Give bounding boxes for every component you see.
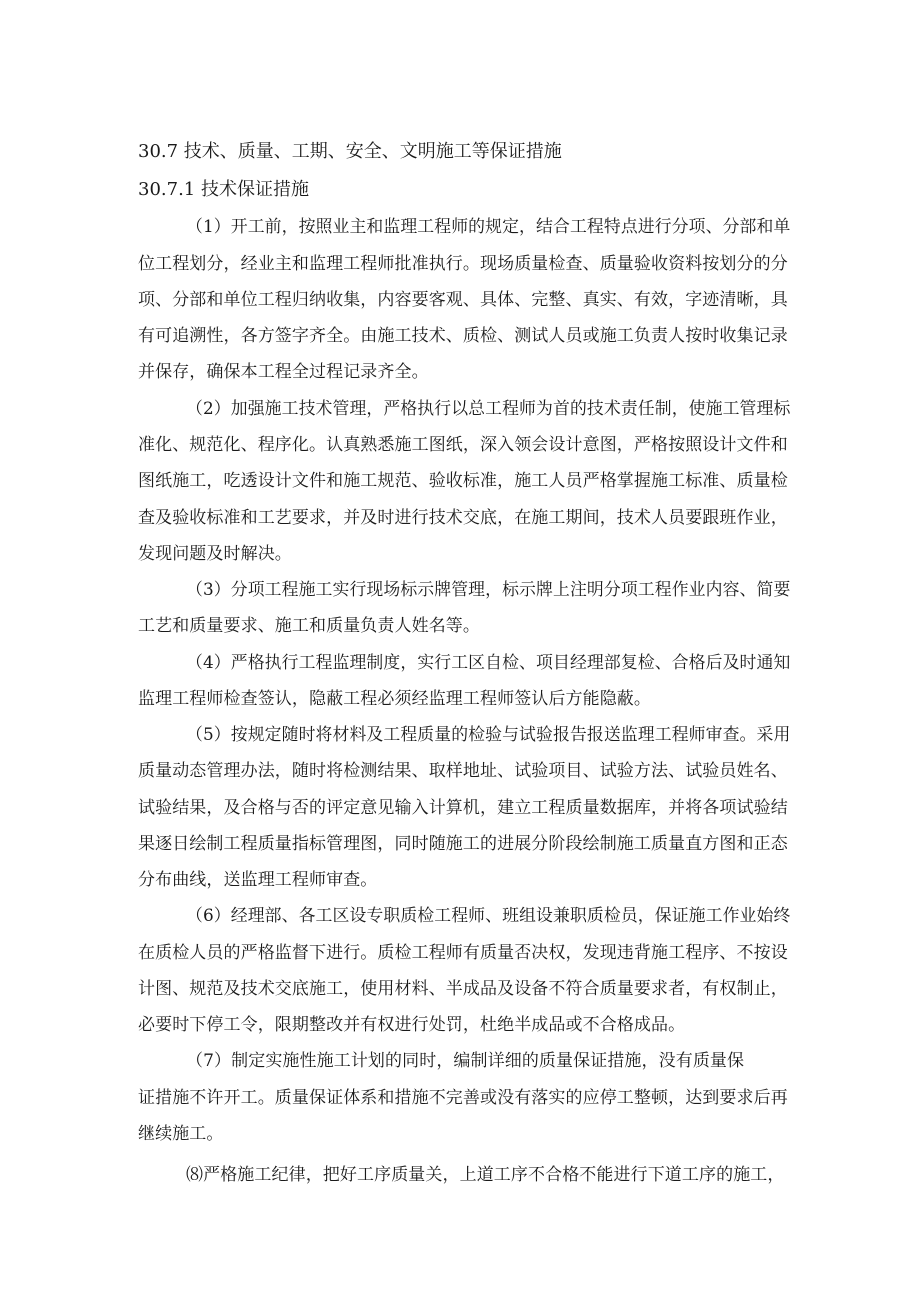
paragraph-line: 计图、规范及技术交底施工，使用材料、半成品及设备不符合质量要求者，有权制止， [138,979,788,999]
paragraph-line: 监理工程师检查签认，隐蔽工程必须经监理工程师签认后方能隐蔽。 [138,689,651,709]
subsection-heading: 30.7.1 技术保证措施 [138,179,309,200]
paragraph-line: （7）制定实施性施工计划的同时，编制详细的质量保证措施，没有质量保 [186,1051,745,1071]
paragraph-line: （4）严格执行工程监理制度，实行工区自检、项目经理部复检、合格后及时通知 [186,653,791,673]
paragraph-line: 质量动态管理办法，随时将检测结果、取样地址、试验项目、试验方法、试验员姓名、 [138,761,788,781]
paragraph-line: 果逐日绘制工程质量指标管理图，同时随施工的进展分阶段绘制施工质量直方图和正态 [138,834,788,854]
paragraph-line: 有可追溯性，各方签字齐全。由施工技术、质检、测试人员或施工负责人按时收集记录 [138,326,788,346]
section-heading: 30.7 技术、质量、工期、安全、文明施工等保证措施 [138,141,562,162]
paragraph-line: （1）开工前，按照业主和监理工程师的规定，结合工程特点进行分项、分部和单 [186,217,791,237]
paragraph-line: （3）分项工程施工实行现场标示牌管理，标示牌上注明分项工程作业内容、简要 [186,580,791,600]
paragraph-line: 必要时下停工令，限期整改并有权进行处罚，杜绝半成品或不合格成品。 [138,1015,686,1035]
paragraph-line: 分布曲线，送监理工程师审查。 [138,870,378,890]
paragraph-line: ⑻严格施工纪律，把好工序质量关，上道工序不合格不能进行下道工序的施工， [186,1165,785,1185]
paragraph-line: 准化、规范化、程序化。认真熟悉施工图纸，深入领会设计意图，严格按照设计文件和 [138,435,788,455]
paragraph-line: 证措施不许开工。质量保证体系和措施不完善或没有落实的应停工整顿，达到要求后再 [138,1088,788,1108]
paragraph-line: 并保存，确保本工程全过程记录齐全。 [138,362,429,382]
paragraph-line: 试验结果，及合格与否的评定意见输入计算机，建立工程质量数据库，并将各项试验结 [138,798,788,818]
paragraph-line: 图纸施工，吃透设计文件和施工规范、验收标准，施工人员严格掌握施工标准、质量检 [138,471,788,491]
paragraph-line: （5）按规定随时将材料及工程质量的检验与试验报告报送监理工程师审查。采用 [186,725,791,745]
paragraph-line: 项、分部和单位工程归纳收集，内容要客观、具体、完整、真实、有效，字迹清晰，具 [138,290,788,310]
paragraph-line: （6）经理部、各工区设专职质检工程师、班组设兼职质检员，保证施工作业始终 [186,906,791,926]
paragraph-line: （2）加强施工技术管理，严格执行以总工程师为首的技术责任制，使施工管理标 [186,399,791,419]
paragraph-line: 发现问题及时解决。 [138,544,292,564]
paragraph-line: 继续施工。 [138,1124,224,1144]
paragraph-line: 在质检人员的严格监督下进行。质检工程师有质量否决权，发现违背施工程序、不按设 [138,943,788,963]
paragraph-line: 位工程划分，经业主和监理工程师批准执行。现场质量检查、质量验收资料按划分的分 [138,254,788,274]
paragraph-line: 工艺和质量要求、施工和质量负责人姓名等。 [138,616,480,636]
paragraph-line: 查及验收标准和工艺要求，并及时进行技术交底，在施工期间，技术人员要跟班作业， [138,508,788,528]
